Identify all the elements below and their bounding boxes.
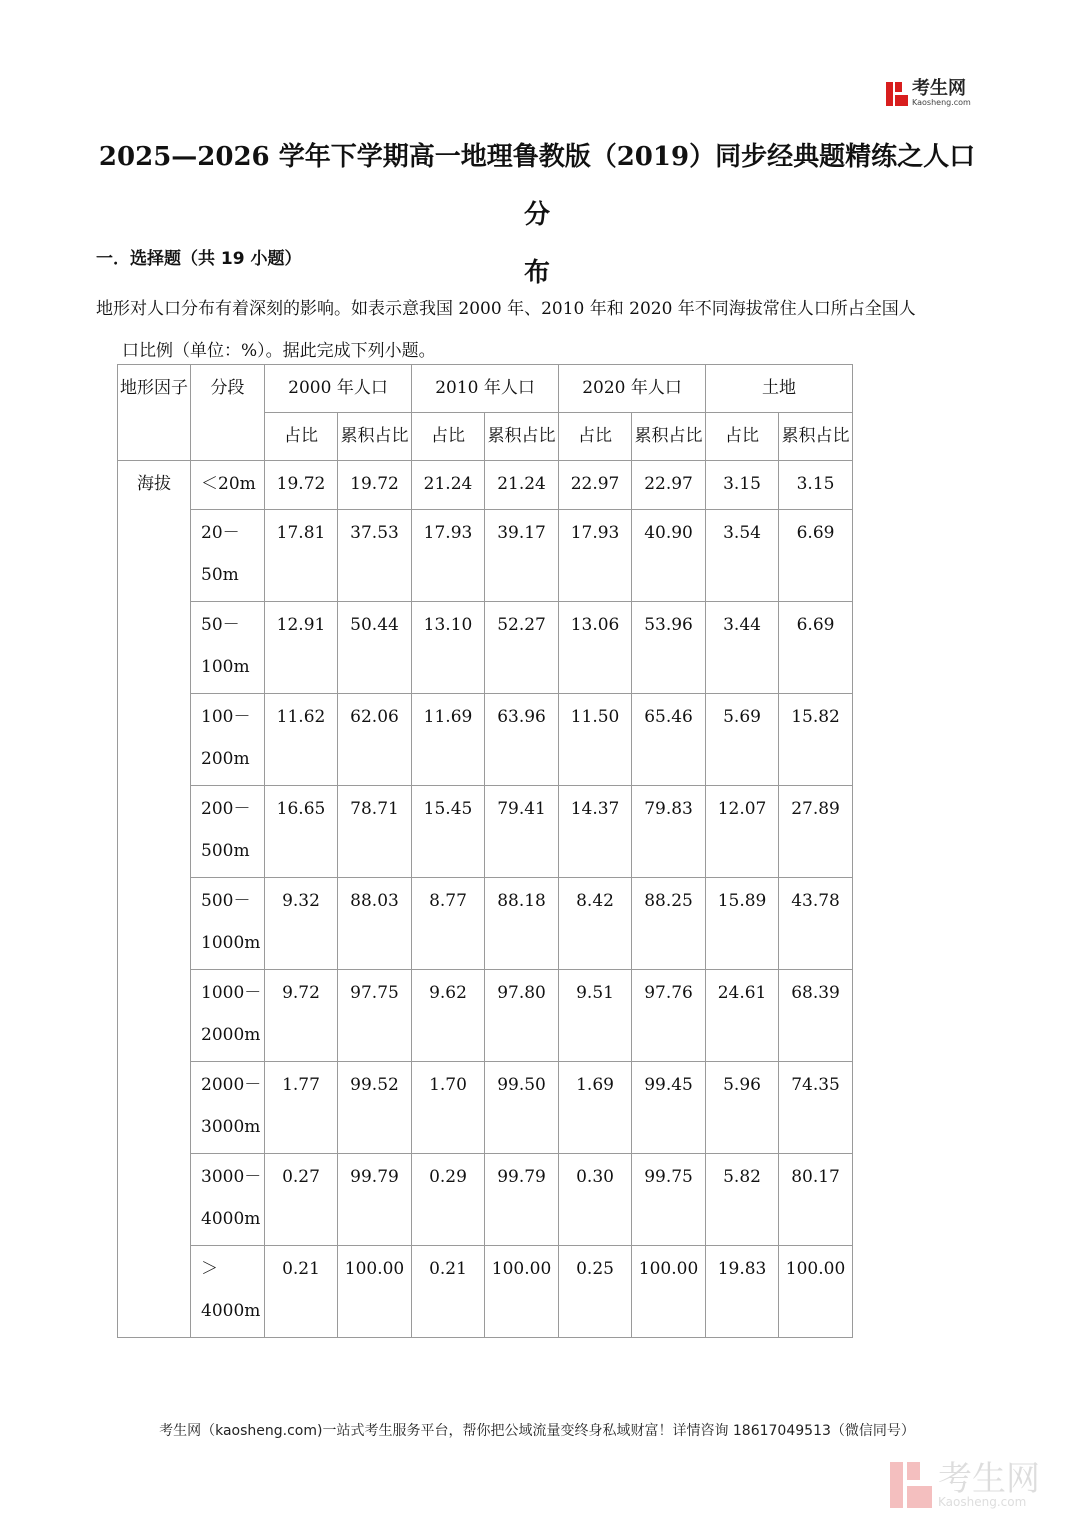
value-cell: 100.00 — [485, 1246, 559, 1338]
header-logo — [886, 80, 971, 107]
watermark-text-cn: 考生网 — [938, 1459, 1040, 1499]
value-cell: 62.06 — [338, 694, 412, 786]
subheader-cumulative: 累积占比 — [632, 413, 706, 461]
value-cell: 22.97 — [632, 461, 706, 510]
watermark-text-en: Kaosheng.com — [938, 1495, 1027, 1509]
value-cell: 100.00 — [632, 1246, 706, 1338]
value-cell: 0.27 — [265, 1154, 338, 1246]
segment-cell: 2000－ 3000m — [191, 1062, 265, 1154]
value-cell: 0.25 — [559, 1246, 632, 1338]
subheader-cumulative: 累积占比 — [779, 413, 853, 461]
value-cell: 6.69 — [779, 602, 853, 694]
header-2020: 2020 年人口 — [559, 365, 706, 413]
value-cell: 99.79 — [485, 1154, 559, 1246]
value-cell: 0.21 — [265, 1246, 338, 1338]
value-cell: 1.77 — [265, 1062, 338, 1154]
value-cell: 19.72 — [338, 461, 412, 510]
value-cell: 3.44 — [706, 602, 779, 694]
value-cell: 9.72 — [265, 970, 338, 1062]
value-cell: 99.79 — [338, 1154, 412, 1246]
value-cell: 50.44 — [338, 602, 412, 694]
logo-text-en: Kaosheng.com — [912, 98, 971, 107]
value-cell: 12.91 — [265, 602, 338, 694]
value-cell: 52.27 — [485, 602, 559, 694]
segment-cell: 20－ 50m — [191, 510, 265, 602]
subheader-share: 占比 — [412, 413, 485, 461]
watermark-icon — [890, 1462, 932, 1508]
value-cell: 17.93 — [559, 510, 632, 602]
value-cell: 40.90 — [632, 510, 706, 602]
section-heading: 一．选择题（共 19 小题） — [96, 249, 302, 269]
value-cell: 88.25 — [632, 878, 706, 970]
value-cell: 21.24 — [485, 461, 559, 510]
value-cell: 15.82 — [779, 694, 853, 786]
value-cell: 0.30 — [559, 1154, 632, 1246]
value-cell: 21.24 — [412, 461, 485, 510]
intro-line-2: 口比例（单位：%）。据此完成下列小题。 — [122, 341, 436, 361]
header-land: 土地 — [706, 365, 853, 413]
header-2010: 2010 年人口 — [412, 365, 559, 413]
value-cell: 79.41 — [485, 786, 559, 878]
value-cell: 63.96 — [485, 694, 559, 786]
value-cell: 1.69 — [559, 1062, 632, 1154]
value-cell: 16.65 — [265, 786, 338, 878]
value-cell: 3.15 — [779, 461, 853, 510]
value-cell: 13.10 — [412, 602, 485, 694]
value-cell: 99.52 — [338, 1062, 412, 1154]
value-cell: 19.83 — [706, 1246, 779, 1338]
factor-cell: 海拔 — [118, 461, 191, 1338]
value-cell: 24.61 — [706, 970, 779, 1062]
value-cell: 9.51 — [559, 970, 632, 1062]
value-cell: 97.76 — [632, 970, 706, 1062]
value-cell: 88.18 — [485, 878, 559, 970]
value-cell: 3.15 — [706, 461, 779, 510]
value-cell: 43.78 — [779, 878, 853, 970]
value-cell: 100.00 — [338, 1246, 412, 1338]
value-cell: 11.69 — [412, 694, 485, 786]
value-cell: 17.81 — [265, 510, 338, 602]
value-cell: 15.45 — [412, 786, 485, 878]
value-cell: 12.07 — [706, 786, 779, 878]
title-line-1: 2025—2026 学年下学期高一地理鲁教版（2019）同步经典题精练之人口分 — [98, 142, 976, 230]
value-cell: 39.17 — [485, 510, 559, 602]
value-cell: 11.62 — [265, 694, 338, 786]
value-cell: 11.50 — [559, 694, 632, 786]
header-2000: 2000 年人口 — [265, 365, 412, 413]
segment-cell: 500－ 1000m — [191, 878, 265, 970]
value-cell: 97.80 — [485, 970, 559, 1062]
value-cell: 0.29 — [412, 1154, 485, 1246]
value-cell: 27.89 — [779, 786, 853, 878]
value-cell: 78.71 — [338, 786, 412, 878]
subheader-share: 占比 — [265, 413, 338, 461]
value-cell: 5.69 — [706, 694, 779, 786]
value-cell: 9.62 — [412, 970, 485, 1062]
value-cell: 0.21 — [412, 1246, 485, 1338]
value-cell: 37.53 — [338, 510, 412, 602]
value-cell: 99.45 — [632, 1062, 706, 1154]
value-cell: 100.00 — [779, 1246, 853, 1338]
intro-line-1: 地形对人口分布有着深刻的影响。如表示意我国 2000 年、2010 年和 2020 年不同海拔常住人口所占全国人 — [96, 299, 916, 319]
value-cell: 97.75 — [338, 970, 412, 1062]
value-cell: 74.35 — [779, 1062, 853, 1154]
value-cell: 68.39 — [779, 970, 853, 1062]
header-segment: 分段 — [191, 365, 265, 461]
value-cell: 5.82 — [706, 1154, 779, 1246]
value-cell: 80.17 — [779, 1154, 853, 1246]
footer-text: 考生网（kaosheng.com)一站式考生服务平台，帮你把公域流量变终身私域财富！详情咨询 18617049513（微信同号） — [159, 1423, 915, 1439]
value-cell: 99.75 — [632, 1154, 706, 1246]
value-cell: 6.69 — [779, 510, 853, 602]
header-factor: 地形因子 — [118, 365, 191, 461]
value-cell: 65.46 — [632, 694, 706, 786]
title-line-2: 布 — [523, 258, 550, 288]
subheader-cumulative: 累积占比 — [338, 413, 412, 461]
value-cell: 8.42 — [559, 878, 632, 970]
logo-icon — [886, 82, 908, 106]
value-cell: 88.03 — [338, 878, 412, 970]
value-cell: 5.96 — [706, 1062, 779, 1154]
value-cell: 1.70 — [412, 1062, 485, 1154]
segment-cell: 3000－ 4000m — [191, 1154, 265, 1246]
population-table — [117, 364, 853, 1338]
value-cell: 17.93 — [412, 510, 485, 602]
segment-cell: ＞ 4000m — [191, 1246, 265, 1338]
value-cell: 9.32 — [265, 878, 338, 970]
value-cell: 8.77 — [412, 878, 485, 970]
value-cell: 13.06 — [559, 602, 632, 694]
value-cell: 22.97 — [559, 461, 632, 510]
segment-cell: 1000－ 2000m — [191, 970, 265, 1062]
value-cell: 79.83 — [632, 786, 706, 878]
value-cell: 15.89 — [706, 878, 779, 970]
value-cell: 19.72 — [265, 461, 338, 510]
watermark-logo — [890, 1459, 1040, 1509]
value-cell: 99.50 — [485, 1062, 559, 1154]
subheader-share: 占比 — [706, 413, 779, 461]
segment-cell: 200－ 500m — [191, 786, 265, 878]
segment-cell: 100－ 200m — [191, 694, 265, 786]
question-intro — [96, 288, 986, 372]
segment-cell: ＜20m — [191, 461, 265, 510]
subheader-cumulative: 累积占比 — [485, 413, 559, 461]
value-cell: 3.54 — [706, 510, 779, 602]
subheader-share: 占比 — [559, 413, 632, 461]
logo-text-cn: 考生网 — [912, 78, 966, 99]
document-title — [90, 128, 984, 302]
value-cell: 14.37 — [559, 786, 632, 878]
segment-cell: 50－ 100m — [191, 602, 265, 694]
value-cell: 53.96 — [632, 602, 706, 694]
